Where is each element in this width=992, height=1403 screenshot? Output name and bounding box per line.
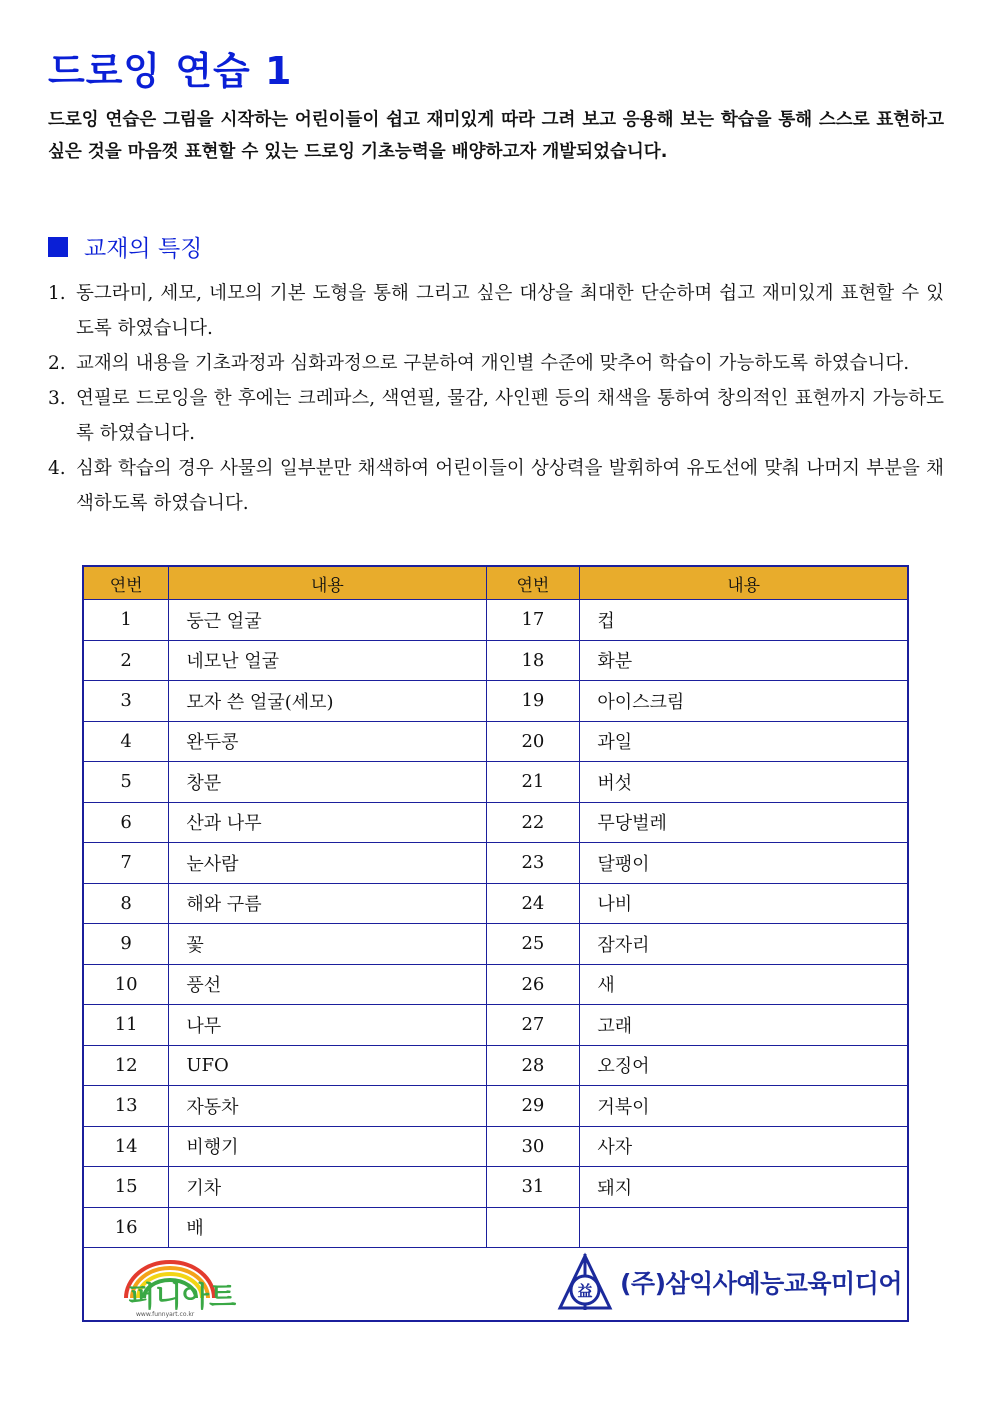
row-content [580, 1207, 908, 1248]
row-content: 오징어 [580, 1045, 908, 1086]
row-index: 11 [83, 1005, 169, 1046]
row-index: 10 [83, 964, 169, 1005]
feature-text: 연필로 드로잉을 한 후에는 크레파스, 색연필, 물감, 사인펜 등의 채색을 통하여 창의적인 표현까지 가능하도록 하였습니다. [76, 388, 944, 444]
feature-item [48, 451, 944, 521]
row-index: 12 [83, 1045, 169, 1086]
feature-list [48, 276, 944, 521]
row-content: 완두콩 [169, 721, 486, 762]
table-row [83, 802, 908, 843]
row-index: 5 [83, 762, 169, 803]
row-index: 16 [83, 1207, 169, 1248]
row-content: 사자 [580, 1126, 908, 1167]
table-row [83, 721, 908, 762]
row-index: 31 [486, 1167, 580, 1208]
row-content: 창문 [169, 762, 486, 803]
row-index: 21 [486, 762, 580, 803]
table-row [83, 681, 908, 722]
intro-paragraph: 드로잉 연습은 그림을 시작하는 어린이들이 쉽고 재미있게 따라 그려 보고 응용해 보는 학습을 통해 스스로 표현하고 싶은 것을 마음껏 표현할 수 있는 드로잉 기초능력을 배양하고자 개발되었습니다. [48, 110, 944, 162]
row-content: 풍선 [169, 964, 486, 1005]
footer-logos [83, 1248, 908, 1322]
row-content: 둥근 얼굴 [169, 600, 486, 641]
row-content: 모자 쓴 얼굴(세모) [169, 681, 486, 722]
row-index: 13 [83, 1086, 169, 1127]
row-content: 과일 [580, 721, 908, 762]
row-index: 1 [83, 600, 169, 641]
row-content: 배 [169, 1207, 486, 1248]
funnyart-logo-url: www.funnyart.co.kr [136, 1311, 195, 1318]
table-row [83, 762, 908, 803]
row-index: 30 [486, 1126, 580, 1167]
row-index: 28 [486, 1045, 580, 1086]
company-mark-icon [556, 1252, 614, 1312]
row-index: 17 [486, 600, 580, 641]
row-index: 29 [486, 1086, 580, 1127]
header-index: 연번 [83, 566, 169, 600]
row-content: 고래 [580, 1005, 908, 1046]
row-index: 8 [83, 883, 169, 924]
section-heading [48, 230, 202, 263]
table-row [83, 600, 908, 641]
row-index: 6 [83, 802, 169, 843]
table-row [83, 1045, 908, 1086]
table-row [83, 1005, 908, 1046]
footer-row [83, 1248, 908, 1322]
row-index: 2 [83, 640, 169, 681]
row-index: 15 [83, 1167, 169, 1208]
row-content: 새 [580, 964, 908, 1005]
row-index: 20 [486, 721, 580, 762]
row-content: 눈사람 [169, 843, 486, 884]
row-content: 컵 [580, 600, 908, 641]
header-content: 내용 [169, 566, 486, 600]
row-content: 돼지 [580, 1167, 908, 1208]
feature-item [48, 276, 944, 346]
row-index: 9 [83, 924, 169, 965]
row-index: 24 [486, 883, 580, 924]
row-content: 화분 [580, 640, 908, 681]
table-row [83, 1086, 908, 1127]
row-content: 자동차 [169, 1086, 486, 1127]
row-index: 25 [486, 924, 580, 965]
row-content: UFO [169, 1045, 486, 1086]
row-index: 14 [83, 1126, 169, 1167]
row-content: 꽃 [169, 924, 486, 965]
row-index: 27 [486, 1005, 580, 1046]
table-row [83, 1207, 908, 1248]
feature-number: 4. [48, 458, 66, 479]
contents-table [82, 565, 909, 1322]
row-content: 비행기 [169, 1126, 486, 1167]
table-header-row [83, 566, 908, 600]
header-index: 연번 [486, 566, 580, 600]
table-row [83, 883, 908, 924]
funnyart-logo-text: 퍼니아트 [128, 1280, 237, 1313]
feature-number: 1. [48, 283, 66, 304]
row-content: 나비 [580, 883, 908, 924]
section-title: 교재의 특징 [84, 236, 203, 262]
header-content: 내용 [580, 566, 908, 600]
feature-text: 심화 학습의 경우 사물의 일부분만 채색하여 어린이들이 상상력을 발휘하여 유도선에 맞춰 나머지 부분을 채색하도록 하였습니다. [76, 458, 944, 514]
company-logo [556, 1252, 902, 1312]
row-content: 아이스크림 [580, 681, 908, 722]
row-content: 해와 구름 [169, 883, 486, 924]
feature-item [48, 381, 944, 451]
row-content: 네모난 얼굴 [169, 640, 486, 681]
row-index: 3 [83, 681, 169, 722]
page-title: 드로잉 연습 1 [48, 49, 293, 93]
table-row [83, 1167, 908, 1208]
feature-number: 3. [48, 388, 66, 409]
square-bullet-icon [48, 237, 68, 257]
row-index: 23 [486, 843, 580, 884]
feature-text: 동그라미, 세모, 네모의 기본 도형을 통해 그리고 싶은 대상을 최대한 단순하며 쉽고 재미있게 표현할 수 있도록 하였습니다. [76, 283, 944, 339]
row-index [486, 1207, 580, 1248]
row-content: 달팽이 [580, 843, 908, 884]
row-index: 18 [486, 640, 580, 681]
row-content: 나무 [169, 1005, 486, 1046]
table-row [83, 640, 908, 681]
row-index: 4 [83, 721, 169, 762]
row-content: 산과 나무 [169, 802, 486, 843]
company-name: (주)삼익사예능교육미디어 [620, 1269, 903, 1298]
funnyart-logo [118, 1254, 278, 1318]
row-index: 7 [83, 843, 169, 884]
row-content: 기차 [169, 1167, 486, 1208]
row-index: 26 [486, 964, 580, 1005]
table-body [83, 600, 908, 1248]
feature-number: 2. [48, 353, 66, 374]
company-mark-text: 益 [577, 1282, 593, 1300]
row-content: 거북이 [580, 1086, 908, 1127]
table-row [83, 1126, 908, 1167]
feature-item [48, 346, 944, 381]
table-row [83, 843, 908, 884]
table-row [83, 964, 908, 1005]
row-index: 22 [486, 802, 580, 843]
row-content: 버섯 [580, 762, 908, 803]
table-row [83, 924, 908, 965]
row-content: 무당벌레 [580, 802, 908, 843]
row-index: 19 [486, 681, 580, 722]
row-content: 잠자리 [580, 924, 908, 965]
feature-text: 교재의 내용을 기초과정과 심화과정으로 구분하여 개인별 수준에 맞추어 학습이 가능하도록 하였습니다. [76, 353, 910, 374]
